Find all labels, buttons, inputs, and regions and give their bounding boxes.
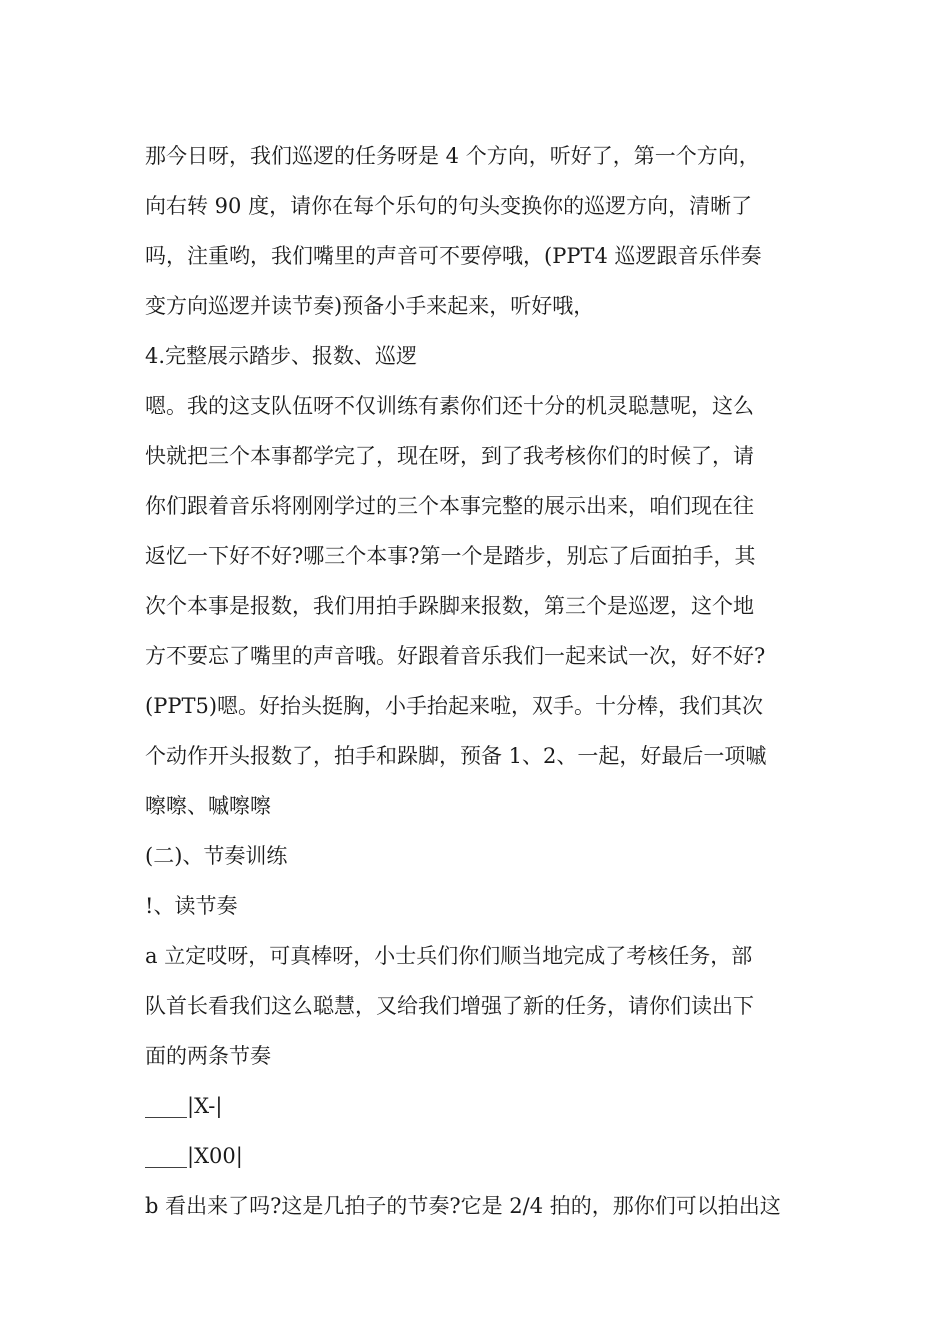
text-line: 队首长看我们这么聪慧，又给我们增强了新的任务，请你们读出下 (145, 994, 754, 1018)
text-line: 那今日呀，我们巡逻的任务呀是 4 个方向，听好了，第一个方向， (145, 144, 760, 168)
text-line: 次个本事是报数，我们用拍手跺脚来报数，第三个是巡逻，这个地 (145, 594, 754, 618)
text-line: 你们跟着音乐将刚刚学过的三个本事完整的展示出来，咱们现在往 (145, 494, 754, 518)
section-heading: (二)、节奏训练 (145, 844, 288, 868)
rhythm-notation: ____|X00| (145, 1144, 243, 1168)
text-line: 嗯。我的这支队伍呀不仅训练有素你们还十分的机灵聪慧呢，这么 (145, 394, 754, 418)
text-line: a 立定哎呀，可真棒呀，小士兵们你们顺当地完成了考核任务，部 (145, 944, 753, 968)
text-line: 向右转 90 度，请你在每个乐句的句头变换你的巡逻方向，清晰了 (145, 194, 753, 218)
text-line: 吗，注重哟，我们嘴里的声音可不要停哦，(PPT4 巡逻跟音乐伴奏 (145, 244, 762, 268)
text-line: 快就把三个本事都学完了，现在呀，到了我考核你们的时候了，请 (145, 444, 754, 468)
text-line: 面的两条节奏 (145, 1044, 271, 1068)
rhythm-notation: ____|X-| (145, 1094, 223, 1118)
text-line: 个动作开头报数了，拍手和跺脚，预备 1、2、一起，好最后一项嘁 (145, 744, 767, 768)
document-body (145, 131, 813, 1231)
text-line: 嚓嚓、嘁嚓嚓 (145, 794, 271, 818)
subsection-heading: !、读节奏 (145, 894, 238, 918)
text-line: 变方向巡逻并读节奏)预备小手来起来，听好哦， (145, 294, 595, 318)
text-line: 方不要忘了嘴里的声音哦。好跟着音乐我们一起来试一次，好不好? (145, 644, 766, 668)
section-heading: 4.完整展示踏步、报数、巡逻 (145, 344, 418, 368)
text-line: 返忆一下好不好?哪三个本事?第一个是踏步，别忘了后面拍手，其 (145, 544, 756, 568)
text-line: b 看出来了吗?这是几拍子的节奏?它是 2/4 拍的，那你们可以拍出这 (145, 1194, 781, 1218)
text-line: (PPT5)嗯。好抬头挺胸，小手抬起来啦，双手。十分棒，我们其次 (145, 694, 764, 718)
